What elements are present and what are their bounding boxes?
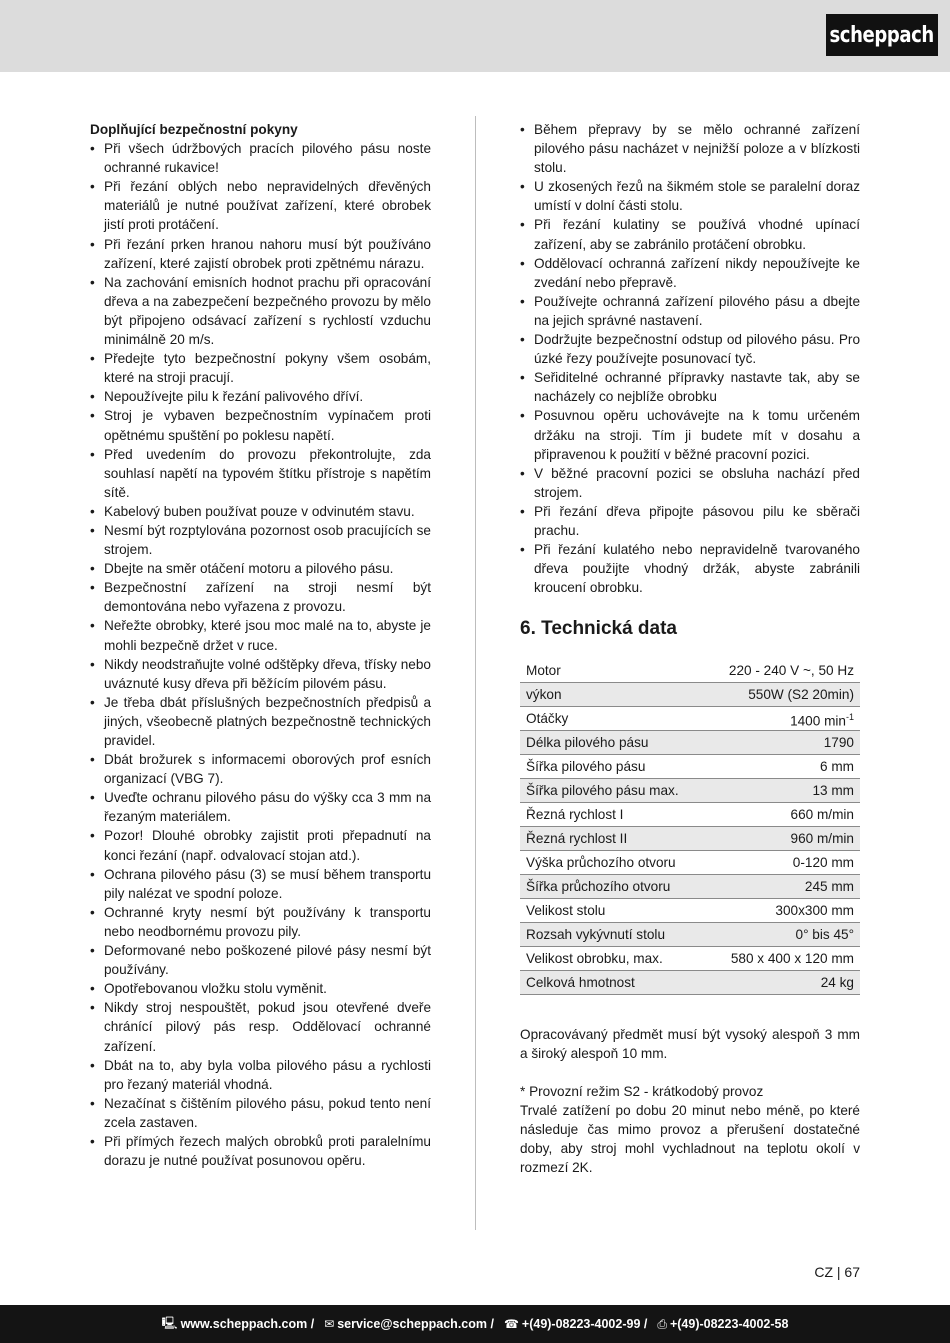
- list-item: • Stroj je vybaven bezpečnostním vypínačem proti opětnému spuštění po poklesu napětí.: [90, 406, 431, 444]
- brand-logo: [826, 14, 938, 56]
- spec-label: Šířka pilového pásu max.: [520, 779, 706, 803]
- list-item: • Nikdy stroj nespouštět, pokud jsou otevřené dveře chránící pilový pás resp. Oddělovací ochranné zařízení.: [90, 998, 431, 1055]
- list-item: • Dbejte na směr otáčení motoru a pilového pásu.: [90, 559, 431, 578]
- spec-value-text: 1790: [823, 735, 854, 751]
- spec-label: výkon: [520, 683, 706, 707]
- list-item: • Při všech údržbových pracích pilového pásu noste ochranné rukavice!: [90, 139, 431, 177]
- section-title: 6. Technická data: [520, 618, 677, 640]
- right-bullet-list: [520, 120, 860, 597]
- left-column: [90, 120, 431, 1170]
- spec-value-text: 1400 min: [790, 713, 846, 729]
- spec-label: Velikost stolu: [520, 899, 706, 923]
- spec-label: Motor: [520, 659, 706, 683]
- page-header: [0, 0, 950, 72]
- spec-label: Rozsah vykývnutí stolu: [520, 923, 706, 947]
- spec-value: [706, 707, 860, 731]
- table-row: [520, 803, 860, 827]
- list-item: • Ochranné kryty nesmí být používány k transportu nebo neodbornému provozu pily.: [90, 903, 431, 941]
- footer-phone: +(49)-08223-4002-99 /: [521, 1317, 648, 1331]
- spec-label: Výška průchozího otvoru: [520, 851, 706, 875]
- tech-data-table: [520, 659, 860, 995]
- list-item: • Používejte ochranná zařízení pilového pásu a dbejte na jejich správné nastavení.: [520, 292, 860, 330]
- table-row: [520, 659, 860, 683]
- spec-label: Šířka průchozího otvoru: [520, 875, 706, 899]
- column-divider: [475, 116, 476, 1230]
- list-item: • Při řezání kulatiny se používá vhodné upínací zařízení, aby se zabránilo protáčení obrobku.: [520, 215, 860, 253]
- list-item: • Nepoužívejte pilu k řezání palivového dříví.: [90, 387, 431, 406]
- list-item: • V běžné pracovní pozici se obsluha nachází před strojem.: [520, 464, 860, 502]
- list-item: • Uveďte ochranu pilového pásu do výšky cca 3 mm na řezaným materiálem.: [90, 788, 431, 826]
- table-row: [520, 779, 860, 803]
- spec-value-text: 24 kg: [820, 975, 854, 991]
- spec-value-text: 6 mm: [820, 759, 854, 775]
- right-column: [520, 120, 860, 1177]
- list-item: • Pozor! Dlouhé obrobky zajistit proti přepadnutí na konci řezání (např. odvalovací stojan atd.).: [90, 826, 431, 864]
- spec-value-text: 580 x 400 x 120 mm: [730, 951, 854, 967]
- list-item: • Při řezání prken hranou nahoru musí být používáno zařízení, které zajistí obrobek proti zpětnému nárazu.: [90, 235, 431, 273]
- table-row: [520, 875, 860, 899]
- spec-label: Šířka pilového pásu: [520, 755, 706, 779]
- spec-value: [706, 899, 860, 923]
- list-item: • U zkosených řezů na šikmém stole se paralelní doraz umístí v dolní části stolu.: [520, 177, 860, 215]
- list-item: • Při řezání oblých nebo nepravidelných dřevěných materiálů je nutné používat zařízení, které obrobek jistí proti protáčení.: [90, 177, 431, 234]
- left-bullet-list: [90, 139, 431, 1170]
- list-item: • Nikdy neodstraňujte volné odštěpky dřeva, třísky nebo uváznuté kusy dřeva při běžícím pilovém pásu.: [90, 655, 431, 693]
- footer-fax: +(49)-08223-4002-58: [669, 1317, 789, 1331]
- list-item: • Při přímých řezech malých obrobků proti paralelnímu dorazu je nutné používat posunovou opěru.: [90, 1132, 431, 1170]
- spec-value-text: 300x300 mm: [775, 903, 854, 919]
- footer-website[interactable]: www.scheppach.com /: [180, 1317, 315, 1331]
- table-row: [520, 755, 860, 779]
- list-item: • Seřiditelné ochranné přípravky nastavte tak, aby se nacházely co nejblíže obrobku: [520, 368, 860, 406]
- footnote-title: * Provozní režim S2 - krátkodobý provoz: [520, 1083, 764, 1099]
- spec-value: [706, 827, 860, 851]
- spec-value-text: 0-120 mm: [792, 855, 854, 871]
- computer-icon: 🖳: [161, 1315, 178, 1330]
- spec-value: [706, 923, 860, 947]
- table-row: [520, 731, 860, 755]
- spec-value: [706, 803, 860, 827]
- table-row: [520, 851, 860, 875]
- spec-value: [706, 755, 860, 779]
- table-row: [520, 683, 860, 707]
- spec-value-text: 960 m/min: [790, 831, 854, 847]
- page-number: CZ | 67: [814, 1264, 860, 1280]
- list-item: • Předejte tyto bezpečnostní pokyny všem osobám, které na stroji pracují.: [90, 349, 431, 387]
- phone-icon: ☎: [503, 1317, 519, 1331]
- spec-value: [706, 779, 860, 803]
- list-item: • Nezačínat s čištěním pilového pásu, pokud tento není zcela zastaven.: [90, 1094, 431, 1132]
- spec-value: [706, 875, 860, 899]
- spec-value: [706, 947, 860, 971]
- spec-value-text: 245 mm: [804, 879, 854, 895]
- spec-value-text: 13 mm: [812, 783, 854, 799]
- table-row: [520, 899, 860, 923]
- list-item: • Při řezání dřeva připojte pásovou pilu ke sběrači prachu.: [520, 502, 860, 540]
- spec-value-text: 0° bis 45°: [795, 927, 854, 943]
- fax-icon: ⎙: [657, 1316, 667, 1331]
- page-footer: [0, 1305, 950, 1343]
- list-item: • Je třeba dbát příslušných bezpečnostních předpisů a jiných, všeobecně platných bezpečnostně technických pravidel.: [90, 693, 431, 750]
- list-item: • Dbát brožurek s informacemi oborových prof esních organizací (VBG 7).: [90, 750, 431, 788]
- spec-label: Velikost obrobku, max.: [520, 947, 706, 971]
- spec-value-sup: -1: [845, 711, 854, 722]
- spec-value: [706, 683, 860, 707]
- spec-label: Celková hmotnost: [520, 971, 706, 995]
- spec-value: [706, 851, 860, 875]
- spec-value-text: 550W (S2 20min): [748, 687, 854, 703]
- spec-value: [706, 731, 860, 755]
- safety-heading: Doplňující bezpečnostní pokyny: [90, 122, 298, 137]
- list-item: • Bezpečnostní zařízení na stroji nesmí být demontována nebo vyřazena z provozu.: [90, 578, 431, 616]
- list-item: • Nesmí být rozptylována pozornost osob pracujících se strojem.: [90, 521, 431, 559]
- list-item: • Během přepravy by se mělo ochranné zařízení pilového pásu nacházet v nejnižší poloze a v blízkosti stolu.: [520, 120, 860, 177]
- table-row: [520, 947, 860, 971]
- list-item: • Před uvedením do provozu překontrolujte, zda souhlasí napětí na typovém štítku přístroje s napětím sítě.: [90, 445, 431, 502]
- workpiece-note: Opracovávaný předmět musí být vysoký alespoň 3 mm a široký alespoň 10 mm.: [520, 1027, 860, 1062]
- list-item: • Kabelový buben používat pouze v odvinutém stavu.: [90, 502, 431, 521]
- spec-label: Otáčky: [520, 707, 706, 731]
- table-row: [520, 923, 860, 947]
- list-item: • Dbát na to, aby byla volba pilového pásu a rychlosti pro řezaný materiál vhodná.: [90, 1056, 431, 1094]
- list-item: • Deformované nebo poškozené pilové pásy nesmí být používány.: [90, 941, 431, 979]
- spec-value: [706, 971, 860, 995]
- table-row: [520, 827, 860, 851]
- list-item: • Ochrana pilového pásu (3) se musí během transportu pily nalézat ve spodní poloze.: [90, 865, 431, 903]
- list-item: • Posuvnou opěru uchovávejte na k tomu určeném držáku na stroji. Tím ji budete mít v dosahu a připravenou k použití v běžné pracovní pozici.: [520, 406, 860, 463]
- spec-value-text: 220 - 240 V ~, 50 Hz: [728, 663, 854, 679]
- list-item: • Opotřebovanou vložku stolu vyměnit.: [90, 979, 431, 998]
- list-item: • Dodržujte bezpečnostní odstup od pilového pásu. Pro úzké řezy používejte posunovací tyč.: [520, 330, 860, 368]
- list-item: • Neřežte obrobky, které jsou moc malé na to, abyste je mohli bezpečně držet v ruce.: [90, 616, 431, 654]
- list-item: • Při řezání kulatého nebo nepravidelně tvarovaného dřeva použijte vhodný držák, abyste zabránili kroucení obrobku.: [520, 540, 860, 597]
- spec-value: [706, 659, 860, 683]
- spec-label: Řezná rychlost II: [520, 827, 706, 851]
- table-row: [520, 707, 860, 731]
- spec-value-text: 660 m/min: [790, 807, 854, 823]
- footnote: [520, 1082, 860, 1177]
- footnote-body: Trvalé zatížení po dobu 20 minut nebo méně, po které následuje čas mimo provoz a přerušení dostatečné doby, aby stroj mohl vychladnout na teplotu okolí v rozmezí 2K.: [520, 1102, 860, 1175]
- spec-label: Délka pilového pásu: [520, 731, 706, 755]
- mail-icon: ✉: [324, 1317, 335, 1331]
- list-item: • Oddělovací ochranná zařízení nikdy nepoužívejte ke zvedání nebo přepravě.: [520, 254, 860, 292]
- footer-email[interactable]: service@scheppach.com /: [337, 1317, 494, 1331]
- logo-text: scheppach: [829, 22, 935, 48]
- list-item: • Na zachování emisních hodnot prachu při opracování dřeva a na zabezpečení bezpečného provozu by mělo být připojeno odsávací zařízení s rychlostí vzduchu minimálně 20 m/s.: [90, 273, 431, 349]
- table-row: [520, 971, 860, 995]
- spec-label: Řezná rychlost I: [520, 803, 706, 827]
